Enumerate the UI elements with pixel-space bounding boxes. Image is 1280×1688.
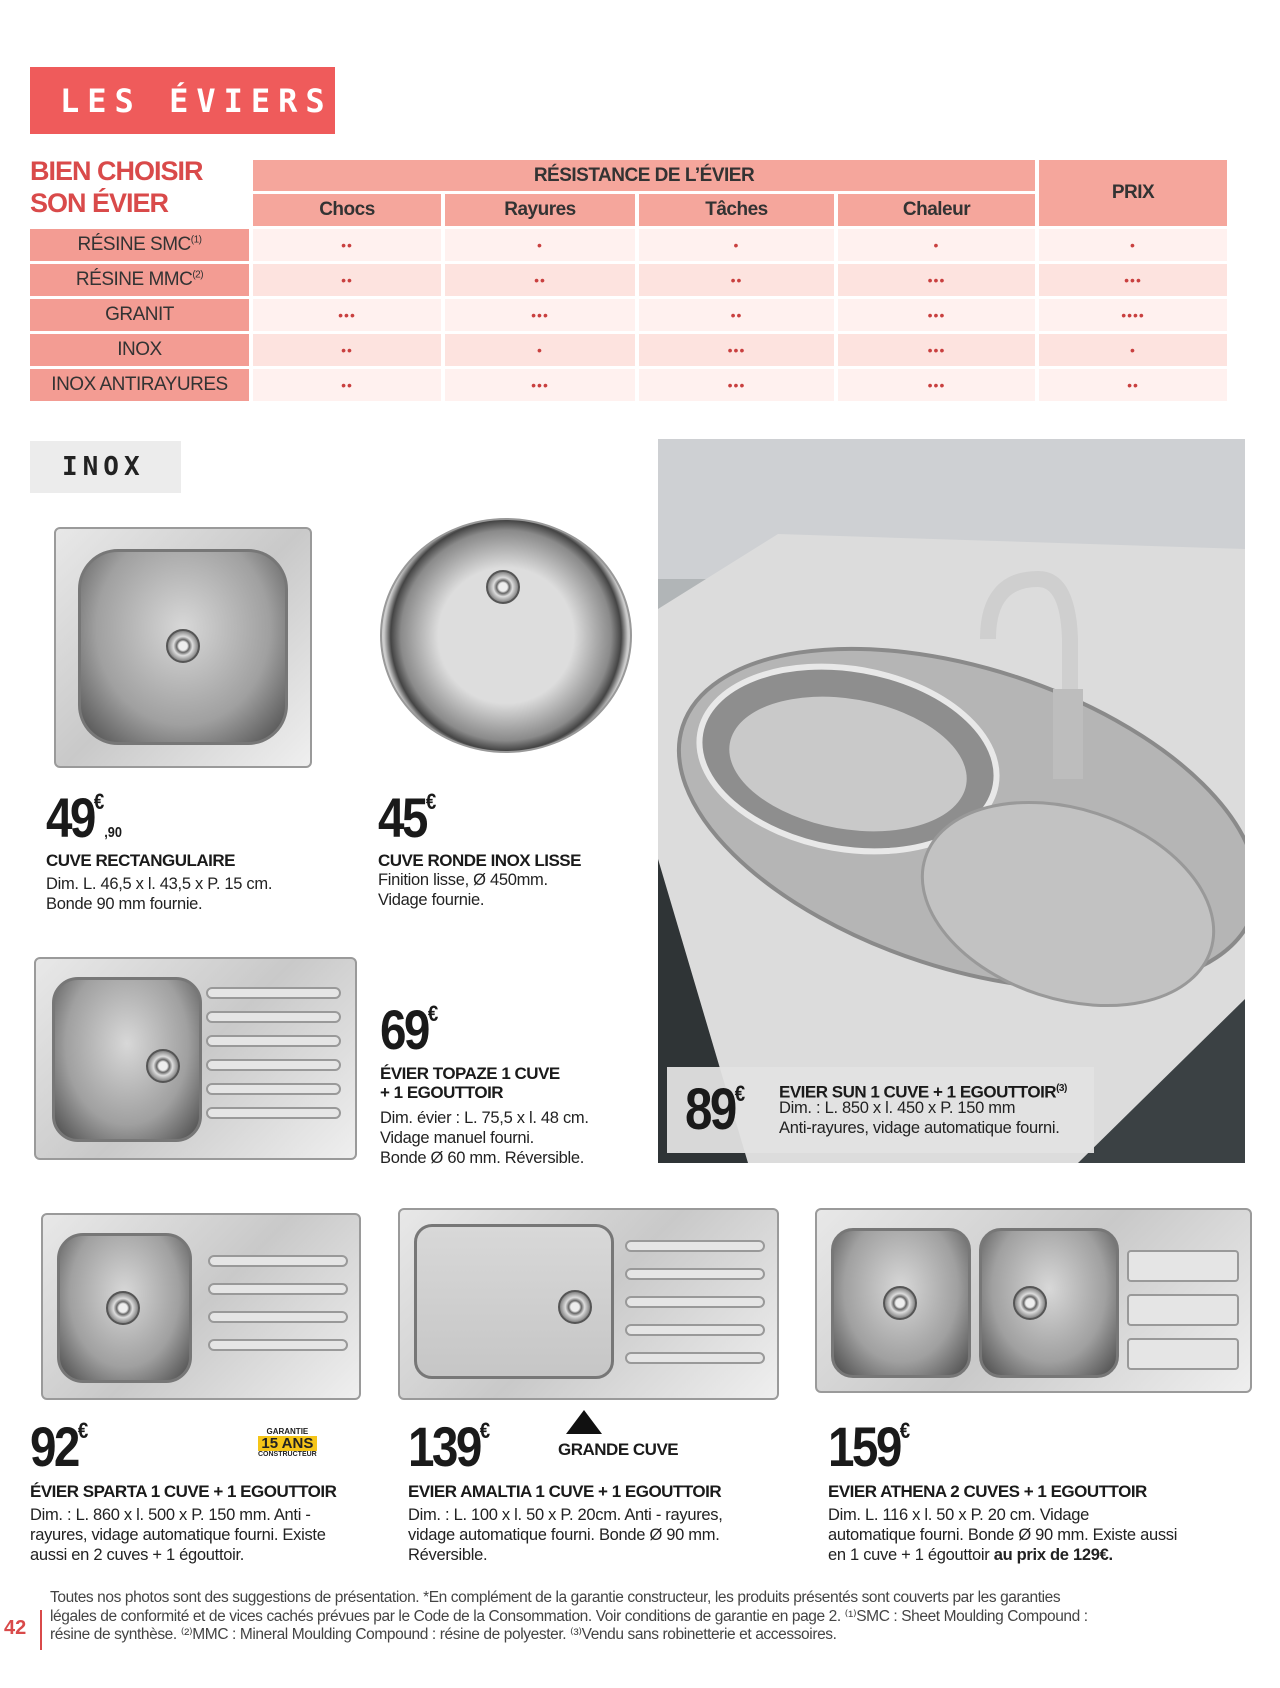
sink-comparison-table bbox=[26, 157, 1231, 404]
material-cell: RÉSINE MMC$^{(2)}$ bbox=[30, 264, 249, 296]
price-rating-cell: •••• bbox=[1039, 299, 1227, 331]
material-cell: INOX ANTIRAYURES bbox=[30, 369, 249, 401]
page-number: 42 bbox=[4, 1617, 27, 1639]
table-row bbox=[30, 369, 1227, 401]
col-chaleur: Chaleur bbox=[838, 194, 1035, 226]
rating-cell: ••• bbox=[639, 369, 834, 401]
product-title: ÉVIER TOPAZE 1 CUVE + 1 EGOUTTOIR bbox=[380, 1064, 560, 1102]
table-row bbox=[30, 229, 1227, 261]
rating-cell: • bbox=[639, 229, 834, 261]
product-title: EVIER SUN 1 CUVE + 1 EGOUTTOIR$^{(3)}$ bbox=[779, 1082, 1067, 1102]
drain-icon bbox=[146, 1049, 180, 1083]
table-row bbox=[30, 264, 1227, 296]
product-image-topaze bbox=[34, 957, 357, 1160]
rating-cell: •• bbox=[639, 299, 834, 331]
resistance-header: RÉSISTANCE DE L’ÉVIER bbox=[253, 160, 1035, 191]
price-rating-cell: • bbox=[1039, 334, 1227, 366]
rating-cell: ••• bbox=[445, 299, 635, 331]
rating-cell: • bbox=[445, 334, 635, 366]
drain-icon bbox=[1013, 1286, 1047, 1320]
product-image-amaltia bbox=[398, 1208, 779, 1400]
product-image-cuve-ronde bbox=[380, 518, 632, 753]
page-title: LES ÉVIERS bbox=[30, 67, 335, 134]
rating-cell: ••• bbox=[838, 299, 1035, 331]
guide-title-line2: SON ÉVIER bbox=[30, 188, 169, 218]
product-image-sparta bbox=[41, 1213, 361, 1400]
drain-icon bbox=[558, 1290, 592, 1324]
rating-cell: •• bbox=[639, 264, 834, 296]
product-price: 49€,90 bbox=[46, 786, 122, 849]
material-cell: GRANIT bbox=[30, 299, 249, 331]
material-cell: INOX bbox=[30, 334, 249, 366]
product-description: Dim. : L. 100 x l. 50 x P. 20cm. Anti - rayures, vidage automatique fourni. Bonde Ø 90 mm. Réversible. bbox=[408, 1506, 723, 1564]
empty-corner bbox=[30, 160, 249, 226]
divider bbox=[40, 1610, 42, 1650]
rating-cell: ••• bbox=[838, 264, 1035, 296]
drain-icon bbox=[106, 1291, 140, 1325]
drain-icon bbox=[166, 629, 200, 663]
rating-cell: • bbox=[838, 229, 1035, 261]
sun-price-banner bbox=[667, 1067, 1094, 1153]
product-description: Dim. : L. 850 x l. 450 x P. 150 mm Anti-rayures, vidage automatique fourni. bbox=[779, 1099, 1060, 1137]
material-cell: RÉSINE SMC$^{(1)}$ bbox=[30, 229, 249, 261]
rating-cell: •• bbox=[253, 369, 441, 401]
rating-cell: ••• bbox=[838, 334, 1035, 366]
product-title: ÉVIER SPARTA 1 CUVE + 1 EGOUTTOIR bbox=[30, 1482, 337, 1501]
price-rating-cell: • bbox=[1039, 229, 1227, 261]
price-rating-cell: ••• bbox=[1039, 264, 1227, 296]
product-price: 139€ bbox=[408, 1415, 491, 1478]
rating-cell: ••• bbox=[639, 334, 834, 366]
product-description: Dim. évier : L. 75,5 x l. 48 cm. Vidage manuel fourni. Bonde Ø 60 mm. Réversible. bbox=[380, 1109, 589, 1167]
triangle-up-icon bbox=[566, 1410, 602, 1434]
product-title: EVIER AMALTIA 1 CUVE + 1 EGOUTTOIR bbox=[408, 1482, 722, 1501]
rating-cell: ••• bbox=[838, 369, 1035, 401]
rating-cell: •• bbox=[253, 334, 441, 366]
col-chocs: Chocs bbox=[253, 194, 441, 226]
rating-cell: • bbox=[445, 229, 635, 261]
rating-cell: ••• bbox=[445, 369, 635, 401]
product-title: CUVE RECTANGULAIRE bbox=[46, 851, 236, 870]
callout-label: GRANDE CUVE bbox=[558, 1440, 679, 1459]
product-description: Dim. L. 46,5 x l. 43,5 x P. 15 cm. Bonde 90 mm fournie. bbox=[46, 875, 273, 913]
product-price: 92€ bbox=[30, 1415, 89, 1478]
table-row bbox=[30, 334, 1227, 366]
product-price: 89€ bbox=[685, 1077, 746, 1142]
product-price: 69€ bbox=[380, 998, 439, 1061]
product-image-athena bbox=[815, 1208, 1252, 1393]
guide-title-line1: BIEN CHOISIR bbox=[30, 156, 203, 186]
col-taches: Tâches bbox=[639, 194, 834, 226]
price-header: PRIX bbox=[1039, 160, 1227, 226]
product-price: 45€ bbox=[378, 786, 437, 849]
product-price: 159€ bbox=[828, 1415, 911, 1478]
product-title: CUVE RONDE INOX LISSE bbox=[378, 851, 581, 870]
rating-cell: ••• bbox=[253, 299, 441, 331]
rating-cell: •• bbox=[253, 229, 441, 261]
drain-icon bbox=[486, 570, 520, 604]
warranty-badge: GARANTIE 15 ANS CONSTRUCTEUR bbox=[258, 1427, 317, 1458]
product-photo-sun bbox=[658, 439, 1245, 1163]
rating-cell: •• bbox=[253, 264, 441, 296]
drain-icon bbox=[883, 1286, 917, 1320]
section-label: INOX bbox=[30, 441, 181, 493]
product-description: Finition lisse, Ø 450mm. Vidage fournie. bbox=[378, 871, 548, 909]
table-row bbox=[30, 299, 1227, 331]
rating-cell: •• bbox=[445, 264, 635, 296]
product-title: EVIER ATHENA 2 CUVES + 1 EGOUTTOIR bbox=[828, 1482, 1147, 1501]
price-rating-cell: •• bbox=[1039, 369, 1227, 401]
col-rayures: Rayures bbox=[445, 194, 635, 226]
product-description: Dim. L. 116 x l. 50 x P. 20 cm. Vidage automatique fourni. Bonde Ø 90 mm. Existe aussi en 1 cuve + 1 égouttoir au prix de 129€. bbox=[828, 1506, 1178, 1564]
product-image-cuve-rectangulaire bbox=[54, 527, 312, 768]
product-description: Dim. : L. 860 x l. 500 x P. 150 mm. Anti - rayures, vidage automatique fourni. Existe aussi en 2 cuves + 1 égouttoir. bbox=[30, 1506, 326, 1564]
footnotes: Toutes nos photos sont des suggestions de présentation. *En complément de la garantie constructeur, les produits présentés sont couverts par les garanties légales de conformité et de vices cachés prévues par le Code de la Consommation. Voir conditions de garantie en page 2. ⁽¹⁾SMC : Sheet Moulding Compound : résine de synthèse. ⁽²⁾MMC : Mineral Moulding Compound : résine de polyester. ⁽³⁾Vendu sans robinetterie et accessoires. bbox=[50, 1589, 1088, 1643]
